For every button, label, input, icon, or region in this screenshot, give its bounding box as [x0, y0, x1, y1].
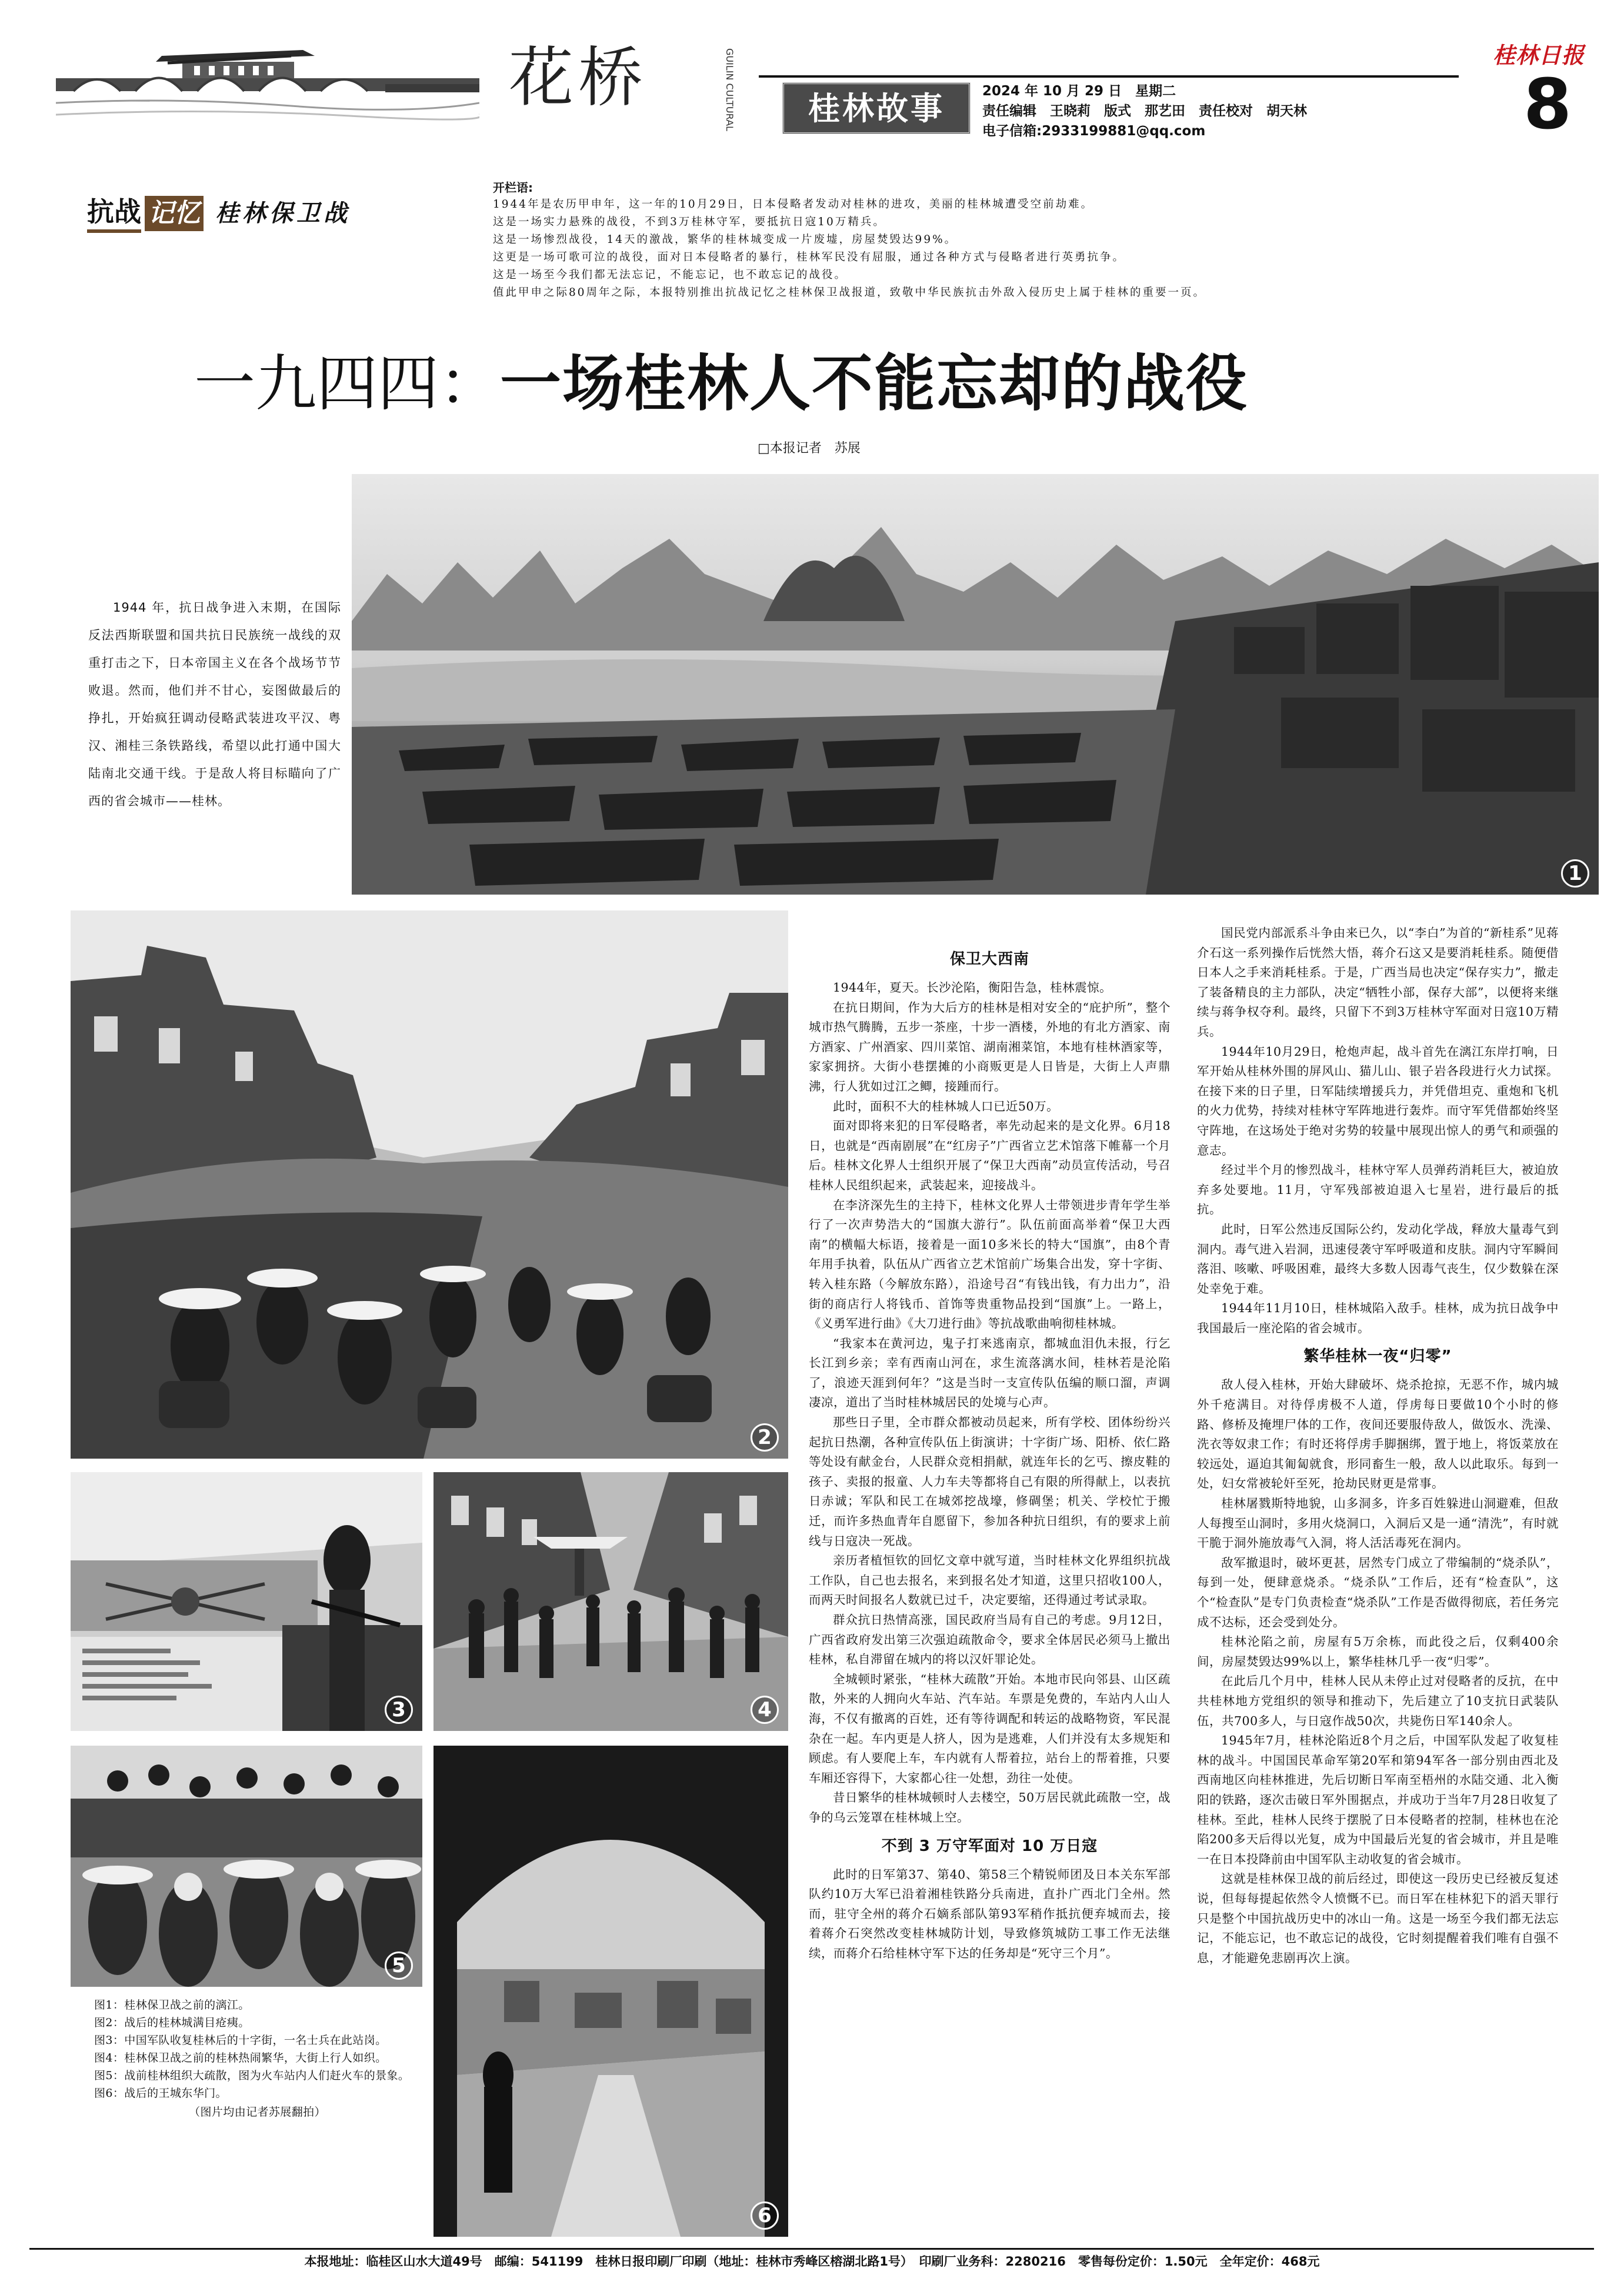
photo-busy-street: [433, 1472, 788, 1731]
paragraph: 此时，日军公然违反国际公约，发动化学战，释放大量毒气到洞内。毒气进入岩洞，迅速侵袭守军呼吸道和皮肤。洞内守军瞬间落泪、咳嗽、呼吸困难，最终大多数人因毒气丧生，仅少数躲在深处幸免于难。: [1197, 1222, 1559, 1296]
headline-year: 一九四四：: [194, 348, 501, 419]
series-label: [87, 194, 351, 233]
footer-imprint: 本报地址：临桂区山水大道49号 邮编：541199 桂林日报印刷厂印刷（地址：桂林市秀峰区榕湖北路1号） 印刷厂业务科：2280216 零售每份定价：1.50元 全年定价：468元: [304, 2254, 1320, 2269]
caption-item: 图6：战后的王城东华门。: [94, 2087, 227, 2100]
paragraph: 昔日繁华的桂林城顿时人去楼空，50万居民就此疏散一空，战争的乌云笼罩在桂林城上空。: [809, 1790, 1171, 1824]
photo-number-badge: 4: [751, 1696, 779, 1724]
column-tag-text: 桂林故事: [808, 89, 945, 127]
paragraph: 敌军撤退时，破坏更甚，居然专门成立了带编制的“烧杀队”，每到一处，便肆意烧杀。“烧杀队”工作后，还有“检查队”，这个“检查队”是专门负责检查“烧杀队”工作是否做得彻底，若任务完成不达标，还会受到处分。: [1197, 1555, 1559, 1629]
caption-credit: （图片均由记者苏展翻拍）: [189, 2106, 326, 2119]
newspaper-logo: 桂林日报: [1493, 42, 1585, 68]
editor-note-line: 这是一场惨烈战役，14天的激战，繁华的桂林城变成一片废墟，房屋焚毁达99%。: [493, 233, 958, 246]
series-label-b: 记忆: [145, 196, 204, 231]
paragraph: 经过半个月的惨烈战斗，桂林守军人员弹药消耗巨大，被迫放弃多处要地。11月，守军残部被迫退入七星岩，进行最后的抵抗。: [1197, 1163, 1559, 1217]
bridge-illustration: [56, 32, 479, 135]
caption-item: 图2：战后的桂林城满目疮痍。: [94, 2016, 250, 2029]
photo-number-badge: 1: [1561, 859, 1589, 888]
editor-note-line: 值此甲申之际80周年之际，本报特别推出抗战记忆之桂林保卫战报道，致敬中华民族抗击外敌入侵历史上属于桂林的重要一页。: [493, 286, 1206, 299]
paragraph: 这就是桂林保卫战的前后经过，即使这一段历史已经被反复述说，但每每提起依然令人愤慨不已。而日军在桂林犯下的滔天罪行只是整个中国抗战历史中的冰山一角。这是一场至今我们都无法忘记，不能忘记，也不敢忘记的战役，它时刻提醒着我们唯有自强不息，才能避免悲剧再次上演。: [1197, 1872, 1559, 1965]
paragraph: 此时，面积不大的桂林城人口已近50万。: [833, 1099, 1059, 1113]
paragraph: 此时的日军第37、第40、第58三个精锐师团及日本关东军部队约10万大军已沿着湘桂铁路分兵南进，直扑广西北门全州。然而，驻守全州的蒋介石嫡系部队第93军稍作抵抗便弃城而去，接着蒋介石突然改变桂林城防计划，导致修筑城防工事工作无法继续，而蒋介石给桂林守军下达的任务却是“死守三个月”。: [809, 1867, 1171, 1960]
article-column-1: [809, 941, 1171, 1964]
caption-item: 图3：中国军队收复桂林后的十字街，一名士兵在此站岗。: [94, 2034, 387, 2047]
section-heading: 保卫大西南: [949, 950, 1029, 968]
editor-note-line: 1944年是农历甲申年，这一年的10月29日，日本侵略者发动对桂林的进攻，美丽的桂林城遭受空前劫难。: [493, 198, 1094, 211]
paragraph: 敌人侵入桂林，开始大肆破坏、烧杀抢掠，无恶不作，城内城外千疮满目。对待俘虏极不人道，俘虏每日要做10个小时的修路、修桥及掩埋尸体的工作，夜间还要服侍敌人，做饭水、洗澡、洗衣等奴隶工作；有时还将俘虏手脚捆绑，置于地上，将饭菜放在较远处，逼迫其匍匐就食，形同畜生一般，敌人以此取乐。每到一处，妇女常被轮奸至死，抢劫民财更是常事。: [1197, 1377, 1559, 1491]
paragraph: 1945年7月，桂林沦陷近8个月之后，中国军队发起了收复桂林的战斗。中国国民革命军第20军和第94军各一部分别由西北及西南地区向桂林推进，先后切断日军南至梧州的水陆交通、北入衡阳的铁路，逐次击破日军外围据点，并成功于当年7月28日收复了桂林。至此，桂林人民终于摆脱了日本侵略者的控制，桂林也在沦陷200多天后得以光复，成为中国最后光复的省会城市，并且是唯一在日本投降前由中国军队主动收复的省会城市。: [1197, 1733, 1559, 1866]
photo-soldier-crossroads: [71, 1472, 422, 1731]
paragraph: 桂林沦陷之前，房屋有5万余栋，而此役之后，仅剩400余间，房屋焚毁达99%以上，繁华桂林几乎一夜“归零”。: [1197, 1634, 1559, 1669]
paragraph: 全城顿时紧张，“桂林大疏散”开始。本地市民向邻县、山区疏散，外来的人拥向火车站、汽车站。车票是免费的，车站内人山人海，不仅有撤离的百姓，还有等待调配和转运的战略物资，军民混杂在一起。车内更是人挤人，因为是逃难，人们并没有太多规矩和顾虑。有人要爬上车，车内就有人帮着拉，站台上的帮着推，只要车厢还容得下，大家都心往一处想，劲往一处使。: [809, 1672, 1171, 1785]
paragraph: 1944年10月29日，枪炮声起，战斗首先在漓江东岸打响，日军开始从桂林外围的屏风山、猫儿山、银子岩各段进行火力试探。在接下来的日子里，日军陆续增援兵力，并凭借坦克、重炮和飞机的火力优势，持续对桂林守军阵地进行轰炸。而守军凭借都始终坚守阵地，在这场处于绝对劣势的较量中展现出惊人的勇气和顽强的意志。: [1197, 1044, 1559, 1157]
editor-credits: 责任编辑 王晓莉 版式 那艺田 责任校对 胡天林: [982, 104, 1307, 119]
caption-item: 图1：桂林保卫战之前的漓江。: [94, 1999, 250, 2012]
footer-rule: [29, 2248, 1594, 2250]
editor-note-line: 这是一场至今我们都无法忘记，不能忘记，也不敢忘记的战役。: [493, 269, 848, 281]
contact-email: 电子信箱:2933199881@qq.com: [982, 124, 1206, 139]
paragraph: 那些日子里，全市群众都被动员起来，所有学校、团体纷纷兴起抗日热潮，各种宣传队伍上街演讲；十字街广场、阳桥、依仁路等处设有献金台，人民群众竞相捐献，就连年长的乞丐、擦皮鞋的孩子、卖报的报童、人力车夫等都将自己有限的所得献上，以表抗日赤诚；军队和民工在城郊挖战壕，修碉堡；机关、学校忙于搬迁，而许多热血青年自愿留下，参加各种抗日组织，有的要求上前线与日寇决一死战。: [809, 1415, 1171, 1548]
paragraph: 面对即将来犯的日军侵略者，率先动起来的是文化界。6月18日，也就是“西南剧展”在“红房子”广西省立艺术馆落下帷幕一个月后。桂林文化界人士组织开展了“保卫大西南”动员宣传活动，号召桂林人民组织起来，武装起来，迎接战斗。: [809, 1119, 1171, 1192]
editor-note-line: 这是一场实力悬殊的战役，不到3万桂林守军，要抵抗日寇10万精兵。: [493, 216, 886, 228]
headline-main: 一场桂林人不能忘却的战役: [500, 348, 1249, 419]
photo-li-river: [352, 474, 1599, 895]
paragraph: 桂林屠戮斯特地貌，山多洞多，许多百姓躲进山洞避难，但敌人每搜至山洞时，多用火烧洞口，入洞后又是一通“清洗”，有时就干脆于洞外施放毒气入洞，将人活活毒死在洞内。: [1197, 1496, 1559, 1550]
caption-item: 图5：战前桂林组织大疏散，图为火车站内人们赶火车的景象。: [94, 2069, 410, 2082]
photo-captions: [94, 1996, 421, 2121]
paragraph: “我家本在黄河边，鬼子打来逃南京，都城血泪仇未报，行乞长江到乡亲；幸有西南山河在，求生流落漓水间，桂林若是沦陷了，浪迹天涯到何年？”这是当时一支宣传队伍编的顺口溜，声调凄凉，道出了当时桂林城居民的处境与心声。: [809, 1336, 1171, 1410]
paragraph: 群众抗日热情高涨，国民政府当局有自己的考虑。9月12日，广西省政府发出第三次强迫疏散命令，要求全体居民必须马上撤出桂林，私自滞留在城内的将以汉奸罪论处。: [809, 1613, 1171, 1667]
paragraph: 亲历者植恒钦的回忆文章中就写道，当时桂林文化界组织抗战工作队，自己也去报名，来到报名处才知道，这里只招收100人，而两天时间报名人数就已过千，决定要缩，还得通过考试录取。: [809, 1553, 1171, 1607]
column-tag: [782, 82, 971, 134]
photo-ruined-street: [71, 910, 788, 1459]
paragraph: 1944年11月10日，桂林城陷入敌手。桂林，成为抗日战争中我国最后一座沦陷的省会城市。: [1197, 1301, 1559, 1335]
section-name: 花桥: [509, 40, 648, 115]
caption-item: 图4：桂林保卫战之前的桂林热闹繁华，大街上行人如织。: [94, 2051, 387, 2064]
photo-number-badge: 2: [751, 1423, 779, 1452]
editor-note-label: 开栏语:: [493, 181, 533, 195]
headline: [194, 348, 1248, 419]
series-label-a: 抗战: [87, 194, 141, 233]
lead-paragraph: 1944 年，抗日战争进入末期，在国际反法西斯联盟和国共抗日民族统一战线的双重打击之下，日本帝国主义在各个战场节节败退。然而，他们并不甘心，妄图做最后的挣扎，开始疯狂调动侵略武装进攻平汉、粤汉、湘桂三条铁路线，希望以此打通中国大陆南北交通干线。于是敌人将目标瞄向了广西的省会城市——桂林。: [88, 601, 341, 808]
paragraph: 在李济深先生的主持下，桂林文化界人士带领进步青年学生举行了一次声势浩大的“国旗大游行”。队伍前面高举着“保卫大西南”的横幅大标语，接着是一面10多米长的特大“国旗”，由8个青年用手执着，队伍从广西省立艺术馆前广场集合出发，穿十字街、转入桂东路（今解放东路），沿途号召“有钱出钱，有力出力”，沿街的商店行人将钱币、首饰等贵重物品投到“国旗”上。一路上，《义勇军进行曲》《大刀进行曲》等抗战歌曲响彻桂林城。: [809, 1197, 1171, 1331]
paragraph: 在抗日期间，作为大后方的桂林是相对安全的“庇护所”，整个城市热气腾腾，五步一茶座，十步一酒楼，外地的有北方酒家、南方酒家、广州酒家、四川菜馆、湖南湘菜馆，本地有桂林酒家等，家家拥挤。大街小巷摆摊的小商贩更是人日皆是，大街上人声鼎沸，行人犹如过江之鲫，接踵而行。: [809, 1000, 1171, 1093]
page-number: 8: [1523, 64, 1572, 145]
editor-note-line: 这更是一场可歌可泣的战役，面对日本侵略者的暴行，桂林军民没有屈服，通过各种方式与侵略者进行英勇抗争。: [493, 251, 1126, 263]
section-heading: 不到 3 万守军面对 10 万日寇: [881, 1837, 1098, 1855]
masthead-rule: [759, 75, 1459, 78]
photo-city-gate: [433, 1746, 788, 2237]
photo-station-crowd: [71, 1746, 422, 1987]
section-name-en: GUILIN CULTURAL: [724, 48, 735, 131]
paragraph: 1944年，夏天。长沙沦陷，衡阳告急，桂林震惊。: [833, 980, 1112, 995]
paragraph: 在此后几个月中，桂林人民从未停止过对侵略者的反抗，在中共桂林地方党组织的领导和推动下，先后建立了10支抗日武装队伍，共700多人，与日寇作战50次，共毙伤日军140余人。: [1197, 1674, 1559, 1728]
byline: □本报记者 苏展: [758, 441, 861, 456]
article-column-2: [1197, 923, 1559, 1968]
photo-number-badge: 5: [385, 1952, 413, 1980]
series-label-c: 桂林保卫战: [215, 199, 351, 227]
issue-date: 2024 年 10 月 29 日 星期二: [982, 84, 1176, 99]
photo-number-badge: 6: [751, 2201, 779, 2230]
paragraph: 国民党内部派系斗争由来已久，以“李白”为首的“新桂系”见蒋介石这一系列操作后恍然大悟，蒋介石这又是要消耗桂系。随便借日本人之手来消耗桂系。于是，广西当局也决定“保存实力”，撤走了装备精良的主力部队，决定“牺牲小部，保存大部”，以便将来继续与蒋争权夺利。最终，只留下不到3万桂林守军面对日寇10万精兵。: [1197, 926, 1559, 1039]
photo-number-badge: 3: [385, 1696, 413, 1724]
editor-note: [493, 179, 1446, 302]
section-heading: 繁华桂林一夜“归零”: [1303, 1347, 1452, 1366]
